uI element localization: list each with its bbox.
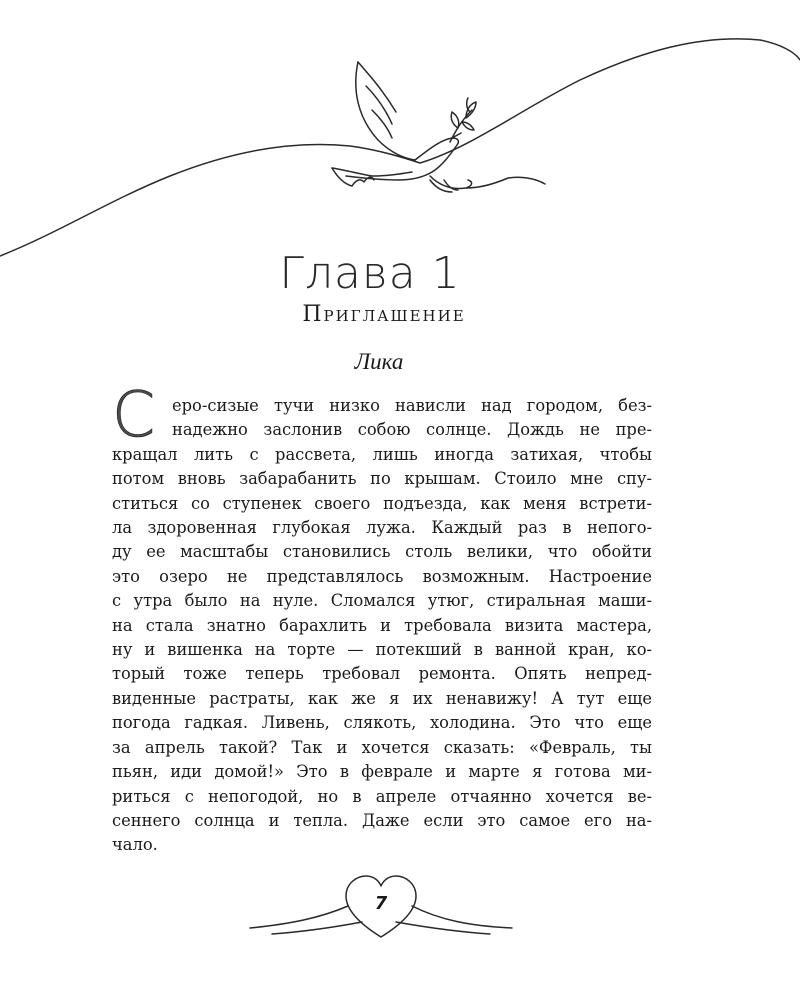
ornament-line-right <box>412 906 512 928</box>
chapter-body-text <box>112 394 652 858</box>
text-line: ду ее масштабы становились столь велики, что обойти <box>112 542 652 562</box>
text-line: ститься со ступенек своего подъезда, как меня встрети- <box>112 493 652 513</box>
text-line: виденные растраты, как же я их ненавижу! А тут еще <box>112 688 652 708</box>
ornament-line-right-2 <box>396 922 490 934</box>
text-line: с утра было на нуле. Сломался утюг, стиральная маши- <box>112 591 652 611</box>
dove-icon <box>332 62 545 192</box>
ornament-line-left <box>250 906 348 928</box>
drop-cap-letter: С <box>112 386 156 444</box>
page-number: 7 <box>374 893 388 914</box>
text-line: чало. <box>112 835 158 855</box>
text-line: ну и вишенка на торте — потекший в ванной кран, ко- <box>112 640 652 660</box>
text-line: на стала знатно барахлить и требовала визита мастера, <box>112 615 652 635</box>
olive-branch-icon <box>450 98 476 142</box>
text-line: надежно заслонив собою солнце. Дождь не пре- <box>172 420 652 440</box>
wavy-line <box>0 39 800 256</box>
text-line: ла здоровенная глубокая лужа. Каждый раз в непого- <box>112 518 652 538</box>
text-line: это озеро не представлялось возможным. Настроение <box>112 566 652 586</box>
text-line: погода гадкая. Ливень, слякоть, холодина. Это что еще <box>112 713 652 733</box>
text-line: кращал лить с рассвета, лишь иногда затихая, чтобы <box>112 444 652 464</box>
text-line: за апрель такой? Так и хочется сказать: «Февраль, ты <box>112 737 652 757</box>
text-line: еро-сизые тучи низко нависли над городом, без- <box>172 396 652 415</box>
chapter-pov-character: Лика <box>354 349 404 374</box>
chapter-title: Глава 1 <box>279 248 461 299</box>
chapter-subtitle: Приглашение <box>302 302 466 327</box>
text-line: пьян, иди домой!» Это в феврале и марте я готова ми- <box>112 762 652 782</box>
text-line: торый тоже теперь требовал ремонта. Опять непред- <box>112 664 652 684</box>
text-line: риться с непогодой, но в апреле отчаянно хочется ве- <box>112 786 652 806</box>
text-line: потом вновь забарабанить по крышам. Стоило мне спу- <box>112 469 652 489</box>
text-line: сеннего солнца и тепла. Даже если это самое его на- <box>112 810 652 830</box>
